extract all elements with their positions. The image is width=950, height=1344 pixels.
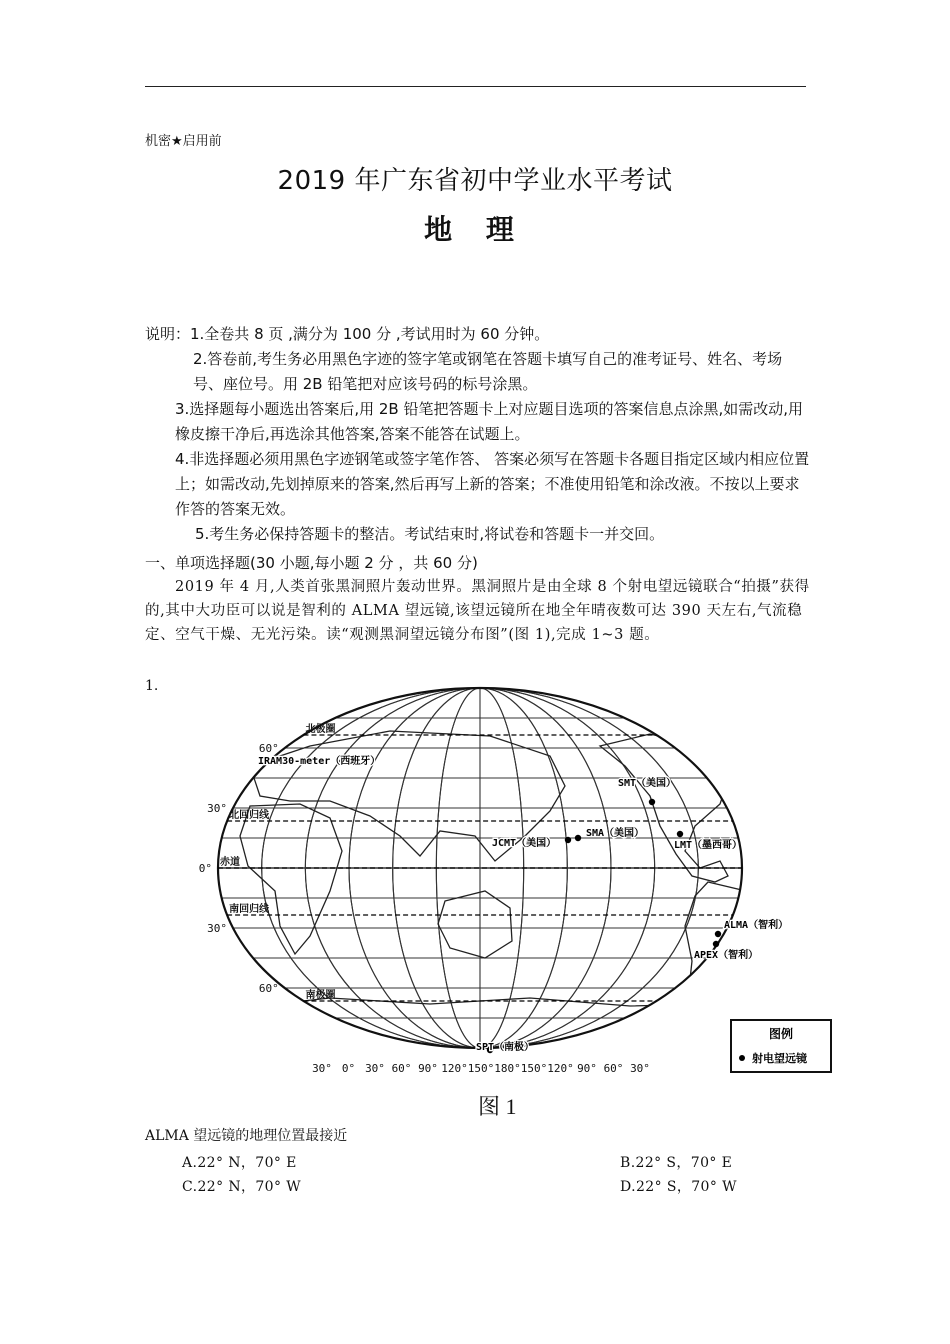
- longitude-label: 150°: [520, 1062, 548, 1075]
- section-intro: 2019 年 4 月,人类首张黑洞照片轰动世界。黑洞照片是由全球 8 个射电望远镜联合“拍摄”获得的,其中大功臣可以说是智利的 ALMA 望远镜,该望远镜所在地全年晴夜数可达 390 天左右,气流稳定、空气干燥、无光污染。读“观测黑洞望远镜分布图”(图 1),完成 1~3 题。: [145, 579, 810, 643]
- longitude-label: 150°: [467, 1062, 495, 1075]
- arctic-circle-label: 北极圈: [305, 724, 336, 735]
- australia-outline: [438, 891, 512, 958]
- question-number: 1.: [145, 678, 159, 694]
- alma-telescope-label: ALMA（智利）: [724, 920, 789, 931]
- sma-telescope-dot-icon: [575, 835, 581, 841]
- longitude-label: 90°: [577, 1062, 597, 1075]
- jcmt-telescope-dot-icon: [565, 837, 571, 843]
- longitude-label: 30°: [365, 1062, 385, 1075]
- tropic-capricorn-label: 南回归线: [229, 904, 270, 915]
- option-b: B.22° S，70° E: [620, 1155, 733, 1171]
- option-a: A.22° N，70° E: [182, 1155, 297, 1171]
- instruction-1: 说明：1.全卷共 8 页 ,满分为 100 分 ,考试用时为 60 分钟。: [145, 325, 550, 343]
- figure-caption: 图 1: [478, 1094, 517, 1119]
- tropic-cancer-label: 北回归线: [229, 810, 270, 821]
- longitude-label: 180°: [494, 1062, 521, 1075]
- lmt-telescope-label: LMT（墨西哥）: [674, 840, 743, 851]
- south-america-outline: [685, 882, 760, 1016]
- legend: [731, 1020, 831, 1072]
- latitude-label: 60°: [258, 742, 279, 755]
- confidential-label: 机密★启用前: [145, 134, 222, 149]
- longitude-label: 60°: [391, 1062, 412, 1075]
- world-map: [180, 686, 840, 1076]
- equator-label: 赤道: [220, 857, 240, 868]
- option-d: D.22° S，70° W: [620, 1179, 737, 1195]
- latitude-label: 30°: [207, 802, 227, 815]
- longitude-label: 30°: [630, 1062, 650, 1075]
- longitude-label: 90°: [418, 1062, 438, 1075]
- apex-telescope-label: APEX（智利）: [694, 950, 759, 961]
- legend-dot-icon: [739, 1055, 745, 1061]
- exam-title: 2019 年广东省初中学业水平考试: [277, 166, 673, 196]
- alma-telescope-dot-icon: [715, 931, 721, 937]
- telescope-map-figure: [180, 686, 840, 1076]
- instruction-3: 3.选择题每小题选出答案后,用 2B 铅笔把答题卡上对应题目选项的答案信息点涂黑,如需改动,用橡皮擦干净后,再选涂其他答案,答案不能答在试题上。: [175, 400, 803, 443]
- top-rule: [145, 86, 806, 87]
- longitude-labels: [312, 1062, 650, 1075]
- africa-outline: [240, 804, 342, 954]
- longitude-label: 0°: [341, 1062, 356, 1075]
- latitude-label: 0°: [198, 862, 212, 875]
- longitude-label: 120°: [547, 1062, 574, 1075]
- continents: [240, 731, 760, 1021]
- latitude-label: 60°: [258, 982, 279, 995]
- option-c: C.22° N，70° W: [182, 1179, 302, 1195]
- smt-telescope-label: SMT（美国）: [618, 778, 677, 789]
- instructions: [145, 322, 810, 547]
- spt-telescope-label: SPT（南极）: [476, 1042, 535, 1053]
- instruction-5: 5.考生务必保持答题卡的整洁。考试结束时,将试卷和答题卡一并交回。: [195, 525, 665, 543]
- instruction-2: 2.答卷前,考生务必用黑色字迹的签字笔或钢笔在答题卡填写自己的准考证号、姓名、考场号、座位号。用 2B 铅笔把对应该号码的标号涂黑。: [193, 350, 783, 393]
- legend-item: 射电望远镜: [752, 1052, 807, 1065]
- longitude-label: 120°: [441, 1062, 468, 1075]
- smt-telescope-dot-icon: [649, 799, 655, 805]
- question-stem: ALMA 望远镜的地理位置最接近: [145, 1128, 348, 1144]
- antarctic-circle-label: 南极圈: [305, 990, 336, 1001]
- subject-title: 地 理: [424, 213, 526, 246]
- iram-telescope-label: IRAM30-meter（西班牙）: [258, 756, 381, 767]
- sma-telescope-label: SMA（美国）: [586, 828, 645, 839]
- instruction-4: 4.非选择题必须用黑色字迹钢笔或签字笔作答、 答案必须写在答题卡各题目指定区域内相应位置上；如需改动,先划掉原来的答案,然后再写上新的答案；不准使用铅笔和涂改液。不按以上要求作答的答案无效。: [175, 450, 810, 518]
- longitude-label: 30°: [312, 1062, 332, 1075]
- longitude-label: 60°: [603, 1062, 624, 1075]
- section-heading: 一、单项选择题(30 小题,每小题 2 分 ，共 60 分): [145, 554, 478, 572]
- latitude-label: 30°: [207, 922, 227, 935]
- lmt-telescope-dot-icon: [677, 831, 683, 837]
- jcmt-telescope-label: JCMT（美国）: [492, 838, 557, 849]
- legend-title: 图例: [768, 1027, 794, 1041]
- apex-telescope-dot-icon: [713, 941, 719, 947]
